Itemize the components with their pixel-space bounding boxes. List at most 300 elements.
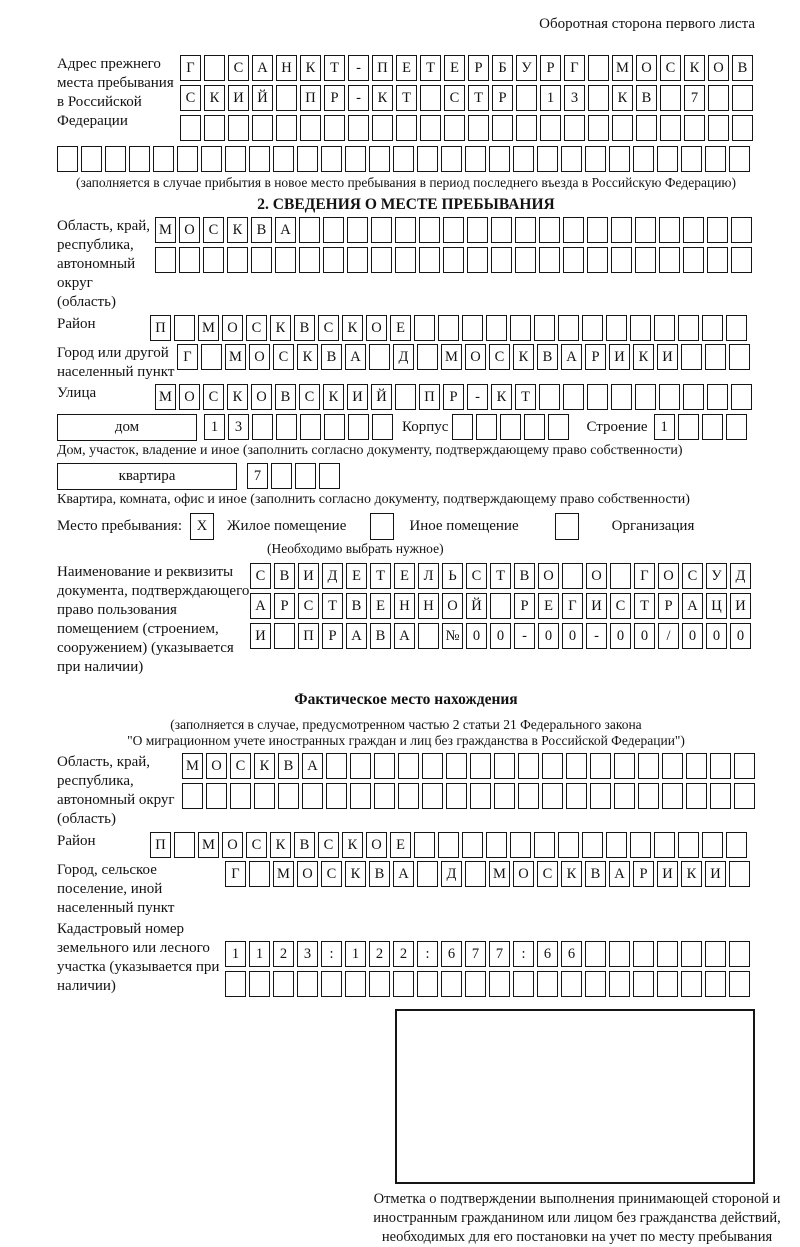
char-box[interactable]: Е (538, 593, 559, 619)
char-box[interactable] (345, 971, 366, 997)
char-box[interactable]: 1 (225, 941, 246, 967)
char-box[interactable]: 2 (393, 941, 414, 967)
char-box[interactable]: Г (564, 55, 585, 81)
char-box[interactable] (492, 115, 513, 141)
char-box[interactable] (443, 217, 464, 243)
char-box[interactable] (465, 146, 486, 172)
char-box[interactable]: Ц (706, 593, 727, 619)
char-box[interactable]: Т (322, 593, 343, 619)
char-box[interactable] (300, 414, 321, 440)
char-box[interactable]: Г (225, 861, 246, 887)
char-box[interactable] (486, 832, 507, 858)
char-box[interactable]: 1 (249, 941, 270, 967)
char-box[interactable]: / (658, 623, 679, 649)
char-box[interactable]: С (230, 753, 251, 779)
char-box[interactable] (348, 115, 369, 141)
char-box[interactable] (323, 217, 344, 243)
char-box[interactable]: 6 (561, 941, 582, 967)
char-box[interactable] (705, 971, 726, 997)
char-box[interactable] (633, 971, 654, 997)
char-box[interactable] (201, 344, 222, 370)
char-box[interactable] (702, 832, 723, 858)
char-box[interactable]: С (466, 563, 487, 589)
char-box[interactable] (681, 146, 702, 172)
char-box[interactable]: О (366, 832, 387, 858)
char-box[interactable] (494, 753, 515, 779)
char-box[interactable] (182, 783, 203, 809)
char-box[interactable]: Н (418, 593, 439, 619)
char-box[interactable]: : (513, 941, 534, 967)
char-box[interactable]: У (706, 563, 727, 589)
char-box[interactable]: Д (730, 563, 751, 589)
char-box[interactable] (395, 384, 416, 410)
char-box[interactable]: П (300, 85, 321, 111)
char-box[interactable]: 1 (345, 941, 366, 967)
char-box[interactable]: Т (634, 593, 655, 619)
char-box[interactable]: И (347, 384, 368, 410)
char-box[interactable] (321, 971, 342, 997)
char-box[interactable] (611, 247, 632, 273)
char-box[interactable]: 0 (538, 623, 559, 649)
char-box[interactable]: Н (394, 593, 415, 619)
char-box[interactable]: : (417, 941, 438, 967)
char-box[interactable]: П (298, 623, 319, 649)
char-box[interactable] (542, 783, 563, 809)
char-box[interactable]: С (203, 217, 224, 243)
char-box[interactable]: С (318, 315, 339, 341)
char-box[interactable] (612, 115, 633, 141)
char-box[interactable] (321, 146, 342, 172)
char-box[interactable] (611, 217, 632, 243)
char-box[interactable]: Р (443, 384, 464, 410)
char-box[interactable] (396, 115, 417, 141)
char-box[interactable] (465, 861, 486, 887)
char-box[interactable] (548, 414, 569, 440)
char-box[interactable] (606, 832, 627, 858)
char-box[interactable] (705, 146, 726, 172)
char-box[interactable] (476, 414, 497, 440)
char-box[interactable] (659, 217, 680, 243)
char-box[interactable] (252, 115, 273, 141)
char-box[interactable]: К (561, 861, 582, 887)
char-box[interactable]: О (465, 344, 486, 370)
char-box[interactable]: С (246, 315, 267, 341)
char-box[interactable] (563, 217, 584, 243)
char-box[interactable] (734, 783, 755, 809)
char-box[interactable]: Й (466, 593, 487, 619)
char-box[interactable] (681, 971, 702, 997)
char-box[interactable] (537, 146, 558, 172)
char-box[interactable]: О (179, 217, 200, 243)
char-box[interactable] (470, 753, 491, 779)
char-box[interactable] (374, 753, 395, 779)
char-box[interactable]: А (250, 593, 271, 619)
char-box[interactable] (614, 783, 635, 809)
char-box[interactable] (452, 414, 473, 440)
char-box[interactable] (614, 753, 635, 779)
char-box[interactable] (324, 414, 345, 440)
char-box[interactable] (276, 414, 297, 440)
char-box[interactable]: У (516, 55, 537, 81)
char-box[interactable] (537, 971, 558, 997)
char-box[interactable] (564, 115, 585, 141)
char-box[interactable] (585, 971, 606, 997)
char-box[interactable]: В (514, 563, 535, 589)
char-box[interactable]: А (561, 344, 582, 370)
char-box[interactable]: О (366, 315, 387, 341)
char-box[interactable] (228, 115, 249, 141)
char-box[interactable] (611, 384, 632, 410)
char-box[interactable] (558, 315, 579, 341)
char-box[interactable]: Р (633, 861, 654, 887)
char-box[interactable] (732, 85, 753, 111)
char-box[interactable] (371, 217, 392, 243)
char-box[interactable] (155, 247, 176, 273)
char-box[interactable] (588, 85, 609, 111)
char-box[interactable]: М (182, 753, 203, 779)
char-box[interactable] (273, 146, 294, 172)
char-box[interactable]: И (705, 861, 726, 887)
char-box[interactable] (681, 941, 702, 967)
char-box[interactable] (422, 753, 443, 779)
char-box[interactable] (633, 941, 654, 967)
char-box[interactable] (590, 753, 611, 779)
char-box[interactable]: С (180, 85, 201, 111)
char-box[interactable] (174, 315, 195, 341)
char-box[interactable]: Т (515, 384, 536, 410)
char-box[interactable] (513, 146, 534, 172)
char-box[interactable] (446, 783, 467, 809)
char-box[interactable] (587, 384, 608, 410)
char-box[interactable]: 0 (466, 623, 487, 649)
char-box[interactable] (684, 115, 705, 141)
char-box[interactable] (204, 115, 225, 141)
char-box[interactable] (462, 315, 483, 341)
char-box[interactable]: Й (252, 85, 273, 111)
char-box[interactable] (297, 146, 318, 172)
char-box[interactable]: Е (444, 55, 465, 81)
char-box[interactable]: О (249, 344, 270, 370)
char-box[interactable]: К (684, 55, 705, 81)
char-box[interactable]: П (150, 315, 171, 341)
char-box[interactable] (633, 146, 654, 172)
char-box[interactable]: 0 (610, 623, 631, 649)
char-box[interactable]: П (150, 832, 171, 858)
char-box[interactable]: 3 (297, 941, 318, 967)
char-box[interactable]: 3 (228, 414, 249, 440)
char-box[interactable]: Е (390, 832, 411, 858)
char-box[interactable] (516, 115, 537, 141)
char-box[interactable]: - (348, 85, 369, 111)
char-box[interactable]: Е (346, 563, 367, 589)
char-box[interactable] (659, 247, 680, 273)
char-box[interactable]: Т (468, 85, 489, 111)
char-box[interactable] (468, 115, 489, 141)
char-box[interactable]: С (273, 344, 294, 370)
char-box[interactable]: В (636, 85, 657, 111)
char-box[interactable]: Д (393, 344, 414, 370)
char-box[interactable] (371, 247, 392, 273)
char-box[interactable] (732, 115, 753, 141)
char-box[interactable]: - (348, 55, 369, 81)
char-box[interactable] (278, 783, 299, 809)
char-box[interactable] (372, 115, 393, 141)
char-box[interactable] (610, 563, 631, 589)
char-box[interactable]: А (394, 623, 415, 649)
char-box[interactable]: В (275, 384, 296, 410)
char-box[interactable]: И (609, 344, 630, 370)
char-box[interactable]: И (250, 623, 271, 649)
char-box[interactable] (490, 593, 511, 619)
char-box[interactable] (729, 861, 750, 887)
char-box[interactable] (500, 414, 521, 440)
char-box[interactable]: О (658, 563, 679, 589)
char-box[interactable] (630, 315, 651, 341)
char-box[interactable] (731, 247, 752, 273)
char-box[interactable] (419, 247, 440, 273)
char-box[interactable]: М (155, 384, 176, 410)
char-box[interactable] (419, 217, 440, 243)
char-box[interactable] (710, 753, 731, 779)
char-box[interactable]: А (393, 861, 414, 887)
char-box[interactable]: К (612, 85, 633, 111)
char-box[interactable] (249, 971, 270, 997)
char-box[interactable] (81, 146, 102, 172)
char-box[interactable]: 1 (204, 414, 225, 440)
char-box[interactable]: С (489, 344, 510, 370)
char-box[interactable] (582, 832, 603, 858)
char-box[interactable] (249, 861, 270, 887)
char-box[interactable]: М (273, 861, 294, 887)
char-box[interactable] (422, 783, 443, 809)
char-box[interactable]: К (633, 344, 654, 370)
char-box[interactable] (609, 971, 630, 997)
char-box[interactable] (395, 217, 416, 243)
char-box[interactable]: Р (324, 85, 345, 111)
char-box[interactable]: 0 (562, 623, 583, 649)
char-box[interactable] (731, 217, 752, 243)
char-box[interactable]: И (730, 593, 751, 619)
char-box[interactable] (539, 247, 560, 273)
char-box[interactable] (252, 414, 273, 440)
char-box[interactable]: 0 (490, 623, 511, 649)
char-box[interactable] (638, 783, 659, 809)
char-box[interactable] (326, 783, 347, 809)
char-box[interactable] (486, 315, 507, 341)
char-box[interactable]: М (198, 315, 219, 341)
char-box[interactable]: С (321, 861, 342, 887)
char-box[interactable]: О (708, 55, 729, 81)
char-box[interactable]: Р (514, 593, 535, 619)
char-box[interactable] (542, 753, 563, 779)
char-box[interactable] (588, 55, 609, 81)
char-box[interactable] (587, 247, 608, 273)
char-box[interactable] (417, 146, 438, 172)
char-box[interactable]: К (342, 832, 363, 858)
char-box[interactable] (678, 414, 699, 440)
char-box[interactable] (299, 247, 320, 273)
char-box[interactable] (441, 146, 462, 172)
char-box[interactable]: С (318, 832, 339, 858)
char-box[interactable]: Р (540, 55, 561, 81)
char-box[interactable]: К (227, 217, 248, 243)
char-box[interactable]: Ь (442, 563, 463, 589)
char-box[interactable] (374, 783, 395, 809)
char-box[interactable] (702, 315, 723, 341)
char-box[interactable]: О (179, 384, 200, 410)
char-box[interactable] (678, 832, 699, 858)
char-box[interactable] (635, 217, 656, 243)
char-box[interactable]: Р (468, 55, 489, 81)
char-box[interactable] (393, 971, 414, 997)
char-box[interactable]: 6 (537, 941, 558, 967)
char-box[interactable] (515, 247, 536, 273)
char-box[interactable] (174, 832, 195, 858)
char-box[interactable] (726, 414, 747, 440)
char-box[interactable] (251, 247, 272, 273)
char-box[interactable]: С (250, 563, 271, 589)
char-box[interactable]: С (610, 593, 631, 619)
char-box[interactable]: О (222, 832, 243, 858)
char-box[interactable]: С (246, 832, 267, 858)
char-box[interactable]: Г (562, 593, 583, 619)
char-box[interactable]: О (297, 861, 318, 887)
char-box[interactable]: 3 (564, 85, 585, 111)
char-box[interactable] (561, 146, 582, 172)
char-box[interactable]: Е (390, 315, 411, 341)
char-box[interactable]: С (660, 55, 681, 81)
char-box[interactable] (418, 623, 439, 649)
char-box[interactable] (444, 115, 465, 141)
char-box[interactable] (323, 247, 344, 273)
char-box[interactable] (324, 115, 345, 141)
char-box[interactable] (275, 247, 296, 273)
char-box[interactable]: Р (585, 344, 606, 370)
char-box[interactable] (417, 971, 438, 997)
stay-type-checkbox-residential[interactable]: X (190, 513, 214, 540)
char-box[interactable]: 2 (273, 941, 294, 967)
char-box[interactable] (420, 115, 441, 141)
char-box[interactable]: Н (276, 55, 297, 81)
char-box[interactable] (348, 414, 369, 440)
char-box[interactable]: М (612, 55, 633, 81)
char-box[interactable]: В (732, 55, 753, 81)
char-box[interactable]: М (489, 861, 510, 887)
char-box[interactable] (585, 146, 606, 172)
char-box[interactable] (350, 783, 371, 809)
char-box[interactable] (539, 217, 560, 243)
char-box[interactable] (710, 783, 731, 809)
char-box[interactable] (660, 115, 681, 141)
char-box[interactable] (606, 315, 627, 341)
char-box[interactable] (297, 971, 318, 997)
char-box[interactable]: В (278, 753, 299, 779)
char-box[interactable] (225, 971, 246, 997)
char-box[interactable]: Д (322, 563, 343, 589)
char-box[interactable] (414, 315, 435, 341)
stay-type-checkbox-other-premises[interactable] (370, 513, 394, 540)
char-box[interactable] (494, 783, 515, 809)
char-box[interactable] (678, 315, 699, 341)
char-box[interactable]: В (346, 593, 367, 619)
char-box[interactable] (372, 414, 393, 440)
char-box[interactable] (563, 247, 584, 273)
char-box[interactable] (539, 384, 560, 410)
char-box[interactable]: В (251, 217, 272, 243)
char-box[interactable] (657, 941, 678, 967)
char-box[interactable]: Й (371, 384, 392, 410)
char-box[interactable]: К (227, 384, 248, 410)
char-box[interactable]: И (228, 85, 249, 111)
char-box[interactable] (417, 861, 438, 887)
char-box[interactable]: Е (394, 563, 415, 589)
char-box[interactable]: В (294, 315, 315, 341)
char-box[interactable]: В (294, 832, 315, 858)
char-box[interactable]: - (514, 623, 535, 649)
char-box[interactable] (179, 247, 200, 273)
char-box[interactable] (518, 783, 539, 809)
char-box[interactable] (707, 217, 728, 243)
char-box[interactable] (438, 315, 459, 341)
char-box[interactable] (129, 146, 150, 172)
char-box[interactable] (515, 217, 536, 243)
char-box[interactable]: - (586, 623, 607, 649)
char-box[interactable]: М (441, 344, 462, 370)
char-box[interactable]: О (251, 384, 272, 410)
char-box[interactable]: 0 (706, 623, 727, 649)
char-box[interactable] (273, 971, 294, 997)
char-box[interactable]: Е (396, 55, 417, 81)
char-box[interactable] (249, 146, 270, 172)
char-box[interactable] (510, 315, 531, 341)
char-box[interactable]: П (372, 55, 393, 81)
char-box[interactable] (489, 971, 510, 997)
char-box[interactable] (510, 832, 531, 858)
char-box[interactable] (467, 217, 488, 243)
char-box[interactable] (686, 783, 707, 809)
char-box[interactable]: К (204, 85, 225, 111)
char-box[interactable] (204, 55, 225, 81)
char-box[interactable]: К (342, 315, 363, 341)
char-box[interactable] (729, 344, 750, 370)
char-box[interactable]: К (270, 315, 291, 341)
char-box[interactable] (561, 971, 582, 997)
char-box[interactable]: В (369, 861, 390, 887)
char-box[interactable] (350, 753, 371, 779)
char-box[interactable] (369, 146, 390, 172)
char-box[interactable] (657, 971, 678, 997)
char-box[interactable] (57, 146, 78, 172)
char-box[interactable] (566, 783, 587, 809)
char-box[interactable] (491, 217, 512, 243)
char-box[interactable] (563, 384, 584, 410)
char-box[interactable]: А (682, 593, 703, 619)
char-box[interactable] (630, 832, 651, 858)
char-box[interactable]: С (537, 861, 558, 887)
stay-type-checkbox-organization[interactable] (555, 513, 579, 540)
char-box[interactable]: В (274, 563, 295, 589)
char-box[interactable] (470, 783, 491, 809)
char-box[interactable] (516, 85, 537, 111)
char-box[interactable] (662, 783, 683, 809)
char-box[interactable]: 7 (489, 941, 510, 967)
char-box[interactable]: О (513, 861, 534, 887)
char-box[interactable]: О (442, 593, 463, 619)
char-box[interactable]: К (491, 384, 512, 410)
char-box[interactable]: 0 (634, 623, 655, 649)
char-box[interactable] (681, 344, 702, 370)
char-box[interactable]: А (346, 623, 367, 649)
